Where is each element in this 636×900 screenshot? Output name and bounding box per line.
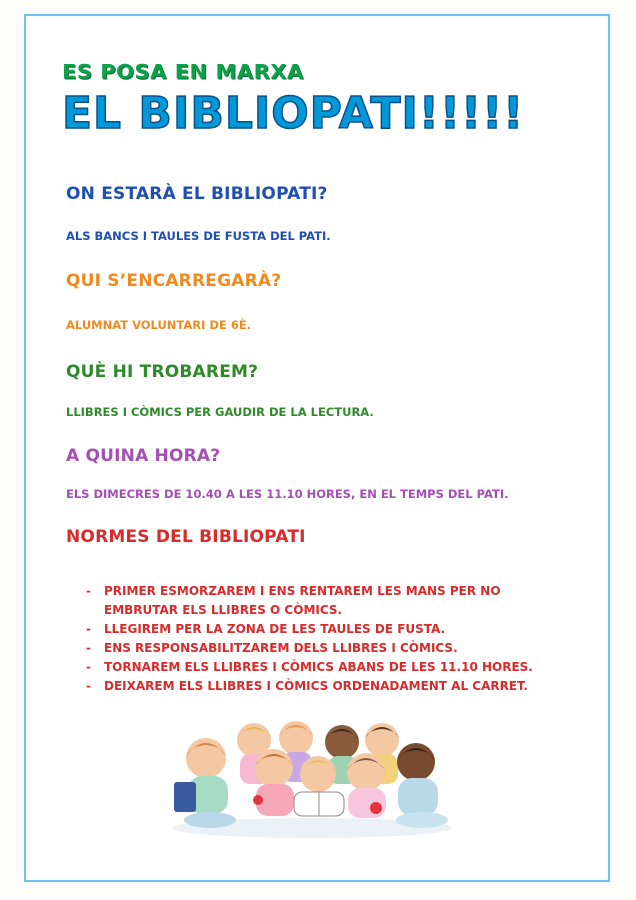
answer-where: ALS BANCS I TAULES DE FUSTA DEL PATI.: [66, 229, 331, 243]
question-where: ON ESTARÀ EL BIBLIOPATI?: [66, 184, 328, 204]
reading-children-illustration: [166, 712, 458, 840]
answer-when: ELS DIMECRES DE 10.40 A LES 11.10 HORES, EN EL TEMPS DEL PATI.: [66, 487, 509, 501]
rules-list: [86, 582, 533, 696]
child-figure: [396, 743, 448, 828]
poster-title: EL BIBLIOPATI!!!!!: [62, 88, 525, 139]
question-what: QUÈ HI TROBAREM?: [66, 362, 259, 382]
rule-item: - TORNAREM ELS LLIBRES I CÒMICS ABANS DE LES 11.10 HORES.: [86, 658, 533, 677]
rules-heading: NORMES DEL BIBLIOPATI: [66, 527, 306, 547]
question-when: A QUINA HORA?: [66, 446, 221, 466]
answer-what: LLIBRES I CÒMICS PER GAUDIR DE LA LECTURA.: [66, 405, 374, 419]
poster-kicker: ES POSA EN MARXA: [62, 60, 304, 84]
rule-item: - ENS RESPONSABILITZAREM DELS LLIBRES I CÒMICS.: [86, 639, 533, 658]
rule-item: - LLEGIREM PER LA ZONA DE LES TAULES DE FUSTA.: [86, 620, 533, 639]
question-who: QUI S’ENCARREGARÀ?: [66, 271, 282, 291]
child-figure: [174, 738, 236, 828]
rule-item: - PRIMER ESMORZAREM I ENS RENTAREM LES MANS PER NO: [86, 582, 533, 601]
answer-who: ALUMNAT VOLUNTARI DE 6È.: [66, 318, 252, 332]
rule-item: - DEIXAREM ELS LLIBRES I CÒMICS ORDENADAMENT AL CARRET.: [86, 677, 533, 696]
child-figure: [347, 753, 386, 818]
rule-item: EMBRUTAR ELS LLIBRES O CÒMICS.: [104, 603, 343, 617]
